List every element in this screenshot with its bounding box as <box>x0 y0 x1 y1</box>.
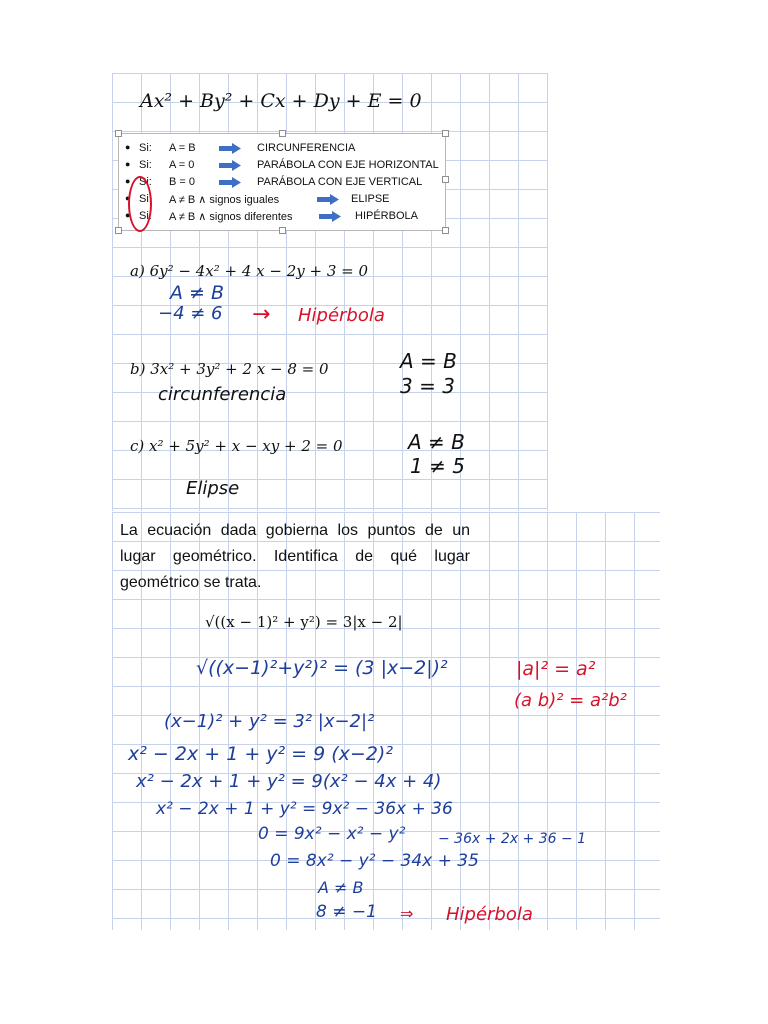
bullet-icon: ● <box>125 193 131 203</box>
exercise-a-answer: Hipérbola <box>298 305 385 326</box>
solution-answer: Hipérbola <box>446 904 533 925</box>
exercise-a-work-line2: −4 ≠ 6 <box>158 303 223 324</box>
rule-row <box>119 192 445 208</box>
exercise-b-equation: b) 3x² + 3y² + 2 x − 8 = 0 <box>130 360 329 378</box>
solution-step6-left: 0 = 9x² − x² − y² <box>258 824 406 844</box>
solution-note1: |a|² = a² <box>516 658 596 680</box>
solution-note2: (a b)² = a²b² <box>514 690 627 711</box>
arrow-right-icon <box>219 143 241 154</box>
solution-check2: 8 ≠ −1 <box>316 902 377 922</box>
general-equation: Ax² + By² + Cx + Dy + E = 0 <box>140 90 422 112</box>
rule-condition: A ≠ B ∧ signos diferentes <box>169 211 293 223</box>
exercise-a-arrow: → <box>252 302 271 327</box>
rules-box <box>118 133 446 231</box>
exercise-c-equation: c) x² + 5y² + x − xy + 2 = 0 <box>130 437 343 455</box>
problem-statement: La ecuación dada gobierna los puntos de un lugar geométrico. Identifica de qué lugar geométrico se trata. <box>120 522 470 591</box>
solution-step3: x² − 2x + 1 + y² = 9 (x−2)² <box>128 743 393 765</box>
bullet-icon: ● <box>125 176 131 186</box>
rule-condition: A ≠ B ∧ signos iguales <box>169 194 280 206</box>
exercise-c-answer: Elipse <box>186 478 240 499</box>
rule-prefix: Si: <box>139 176 152 188</box>
bullet-icon: ● <box>125 159 131 169</box>
solution-step2: (x−1)² + y² = 3² |x−2|² <box>164 711 375 732</box>
exercise-b-answer: circunferencia <box>158 384 287 405</box>
rule-condition: A = 0 <box>169 159 195 171</box>
exercise-b-work-line2: 3 = 3 <box>400 374 455 398</box>
rule-result: HIPÉRBOLA <box>355 210 418 222</box>
arrow-right-icon <box>319 211 341 222</box>
arrow-right-icon <box>317 194 339 205</box>
exercise-b-work-line1: A = B <box>400 349 457 373</box>
bullet-icon: ● <box>125 210 131 220</box>
exercise-c-work-line2: 1 ≠ 5 <box>410 454 465 478</box>
red-circle-annotation <box>128 176 152 232</box>
arrow-right-icon <box>219 177 241 188</box>
solution-check1: A ≠ B <box>318 878 364 897</box>
selection-handle <box>279 130 286 137</box>
rule-row <box>119 158 445 174</box>
solution-step6-right: − 36x + 2x + 36 − 1 <box>438 831 587 847</box>
rule-row <box>119 209 445 225</box>
exercise-c-work-line1: A ≠ B <box>408 430 465 454</box>
selection-handle <box>442 130 449 137</box>
solution-step4: x² − 2x + 1 + y² = 9(x² − 4x + 4) <box>136 771 442 792</box>
rule-prefix: Si: <box>139 210 152 222</box>
problem-equation: √((x − 1)² + y²) = 3|x − 2| <box>205 613 403 631</box>
rule-result: PARÁBOLA CON EJE VERTICAL <box>257 176 423 188</box>
solution-step5: x² − 2x + 1 + y² = 9x² − 36x + 36 <box>156 799 453 819</box>
rule-result: CIRCUNFERENCIA <box>257 142 356 154</box>
selection-handle <box>279 227 286 234</box>
rule-row <box>119 141 445 157</box>
selection-handle <box>115 227 122 234</box>
solution-step1: √((x−1)²+y²)² = (3 |x−2|)² <box>196 657 448 679</box>
selection-handle <box>442 227 449 234</box>
rule-row <box>119 175 445 191</box>
exercise-a-equation: a) 6y² − 4x² + 4 x − 2y + 3 = 0 <box>130 262 369 280</box>
rule-condition: A = B <box>169 142 196 154</box>
rule-condition: B = 0 <box>169 176 195 188</box>
rule-prefix: Si: <box>139 159 152 171</box>
rule-result: PARÁBOLA CON EJE HORIZONTAL <box>257 159 439 171</box>
arrow-right-icon <box>219 160 241 171</box>
rule-prefix: Si: <box>139 193 152 205</box>
selection-handle <box>115 130 122 137</box>
bullet-icon: ● <box>125 142 131 152</box>
exercise-a-work-line1: A ≠ B <box>170 282 225 304</box>
rule-result: ELIPSE <box>351 193 390 205</box>
solution-step7: 0 = 8x² − y² − 34x + 35 <box>270 851 479 871</box>
rule-prefix: Si: <box>139 142 152 154</box>
solution-arrow: ⇒ <box>400 904 414 923</box>
